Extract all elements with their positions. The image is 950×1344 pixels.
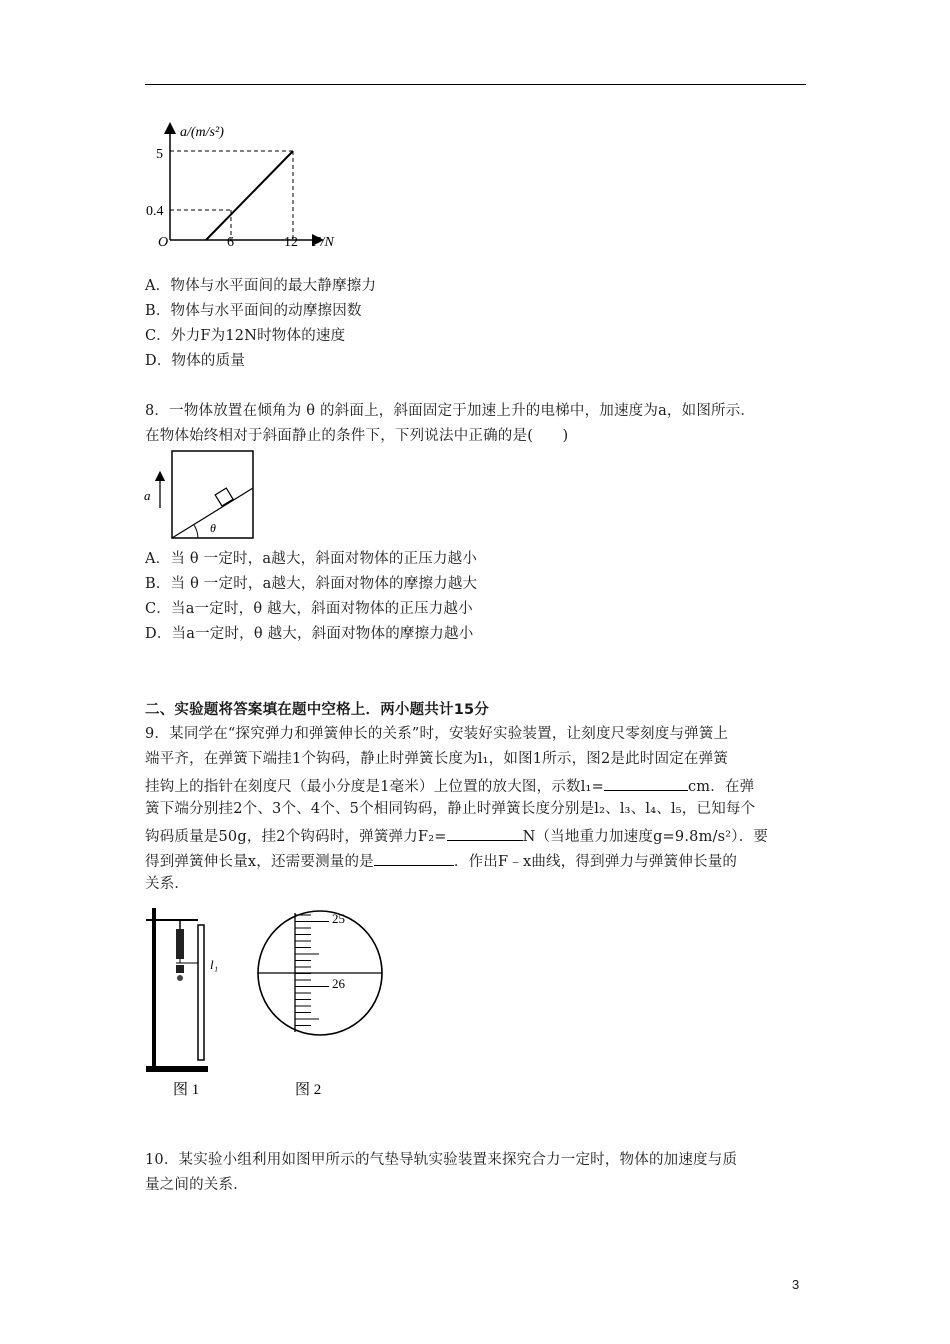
x-tick-6: 6 bbox=[227, 235, 234, 250]
angle-arc bbox=[194, 525, 198, 538]
acceleration-label: a bbox=[144, 488, 151, 503]
q9-line-3-end: cm．在弹 bbox=[687, 779, 755, 795]
scale-label-25: 25 bbox=[332, 911, 345, 926]
answer-blank-f2[interactable] bbox=[447, 824, 523, 841]
q9-line-4: 簧下端分别挂2个、3个、4个、5个相同钩码，静止时弹簧长度分别是l₂、l₃、l₄、l₅，已知每个 bbox=[145, 801, 756, 817]
q7-option-d: D．物体的质量 bbox=[145, 353, 246, 369]
hook-weight bbox=[176, 965, 184, 973]
figure-1-label: 图 1 bbox=[173, 1082, 200, 1098]
q9-line-5b: N（当地重力加速度g=9.8m/s²）．要 bbox=[522, 829, 769, 845]
acceleration-force-graph bbox=[140, 118, 340, 253]
magnified-scale-figure bbox=[255, 895, 385, 1100]
section-2-heading: 二、实验题将答案填在题中空格上．两小题共计15分 bbox=[145, 702, 489, 718]
q8-option-b: B．当 θ 一定时，a越大，斜面对物体的摩擦力越大 bbox=[145, 576, 478, 592]
q8-option-a: A．当 θ 一定时，a越大，斜面对物体的正压力越小 bbox=[145, 551, 478, 567]
incline-figure bbox=[140, 448, 260, 543]
q9-line-5 bbox=[145, 824, 768, 847]
q9-line-6a: 得到弹簧伸长量x，还需要测量的是 bbox=[145, 854, 374, 870]
q8-line-2: 在物体始终相对于斜面静止的条件下，下列说法中正确的是( ) bbox=[145, 428, 569, 444]
q9-line-3 bbox=[145, 774, 754, 797]
q9-line-6b: ．作出F﹣x曲线，得到弹力与弹簧伸长量的 bbox=[453, 854, 738, 870]
q10-line-2: 量之间的关系． bbox=[145, 1177, 248, 1193]
q9-line-2: 端平齐，在弹簧下端挂1个钩码，静止时弹簧长度为l₁，如图1所示，图2是此时固定在弹簧 bbox=[145, 751, 729, 767]
q10-line-1: 10．某实验小组利用如图甲所示的气垫导轨实验装置来探究合力一定时，物体的加速度与质 bbox=[145, 1152, 738, 1168]
x-axis-label: F/N bbox=[312, 235, 334, 250]
graph-line bbox=[206, 151, 293, 240]
origin-label: O bbox=[158, 235, 169, 250]
q9-line-1: 9．某同学在“探究弹力和弹簧伸长的关系”时，安装好实验装置，让刻度尺零刻度与弹簧上 bbox=[145, 726, 729, 742]
q8-option-d: D．当a一定时，θ 越大，斜面对物体的摩擦力越小 bbox=[145, 626, 474, 642]
q9-line-5a: 钩码质量是50g，挂2个钩码时，弹簧弹力F₂= bbox=[145, 829, 447, 845]
l1-mark: l₁ bbox=[210, 957, 219, 972]
ruler bbox=[198, 925, 204, 1060]
header-rule bbox=[145, 84, 806, 85]
q7-option-a: A．物体与水平面间的最大静摩擦力 bbox=[145, 278, 377, 294]
x-tick-12: 12 bbox=[284, 235, 298, 250]
scale-label-26: 26 bbox=[332, 976, 345, 991]
block bbox=[215, 488, 233, 506]
q7-option-c: C．外力F为12N时物体的速度 bbox=[145, 328, 346, 344]
hook-weight-bottom bbox=[177, 975, 183, 981]
page-number: 3 bbox=[792, 1277, 800, 1292]
answer-blank-l1[interactable] bbox=[604, 774, 688, 791]
q9-line-6 bbox=[145, 849, 737, 872]
y-tick-5: 5 bbox=[156, 147, 163, 162]
y-axis-label: a/(m/s²) bbox=[180, 125, 224, 140]
q8-option-c: C．当a一定时，θ 越大，斜面对物体的正压力越小 bbox=[145, 601, 473, 617]
q7-option-b: B．物体与水平面间的动摩擦因数 bbox=[145, 303, 362, 319]
q9-line-3-text: 挂钩上的指针在刻度尺（最小分度是1毫米）上位置的放大图，示数l₁= bbox=[145, 779, 604, 795]
theta-label: θ bbox=[210, 521, 216, 535]
y-tick-04: 0.4 bbox=[146, 204, 164, 219]
spring-stand-figure bbox=[140, 905, 240, 1100]
q9-line-7: 关系． bbox=[145, 876, 190, 892]
spring bbox=[176, 929, 184, 959]
scale-ticks bbox=[295, 915, 329, 1026]
answer-blank-measure[interactable] bbox=[374, 849, 454, 866]
q8-line-1: 8．一物体放置在倾角为 θ 的斜面上，斜面固定于加速上升的电梯中，加速度为a，如图所示． bbox=[145, 403, 756, 419]
figure-2-label: 图 2 bbox=[295, 1082, 322, 1098]
